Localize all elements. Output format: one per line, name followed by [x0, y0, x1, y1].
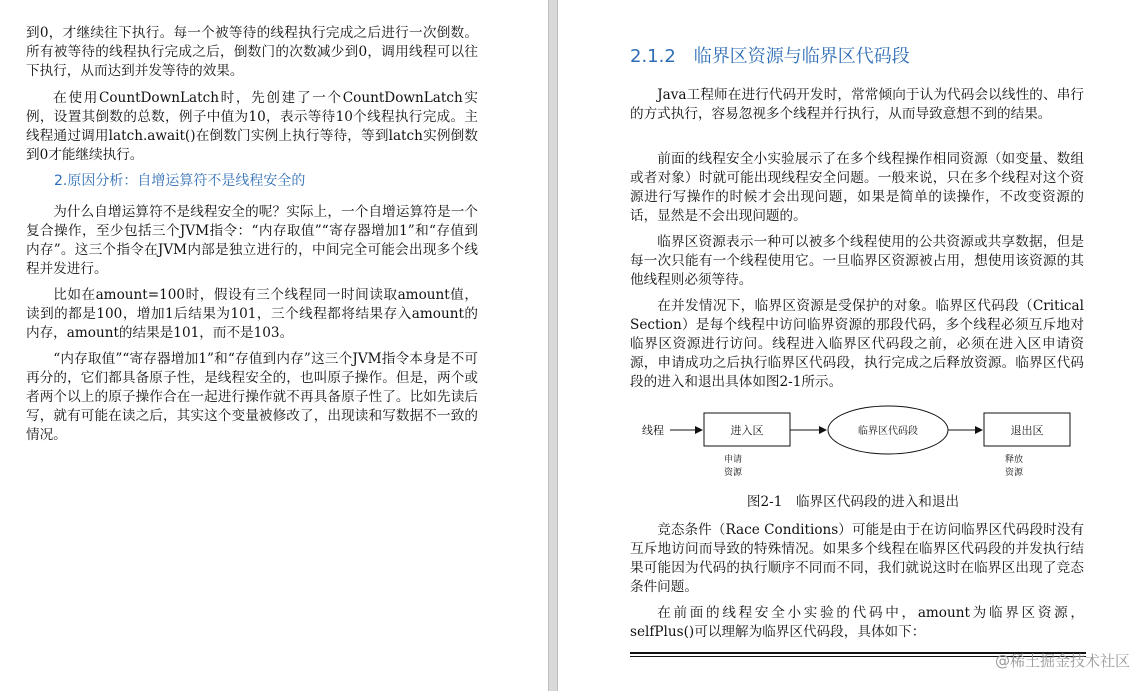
right-paragraph-4: 在并发情况下，临界区资源是受保护的对象。临界区代码段（Critical Section）是每个线程中访问临界资源的那段代码，多个线程必须互斥地对临界区资源进行访问。线程进入临界区代码段之前，必须在进入区申请资源，申请成功之后执行临界区代码段，执行完成之后释放资源。临界区代码段的进入和退出具体如图2-1所示。: [630, 298, 1084, 390]
diagram-release-line1: 释放: [1004, 455, 1024, 465]
right-paragraph-2: 前面的线程安全小实验展示了在多个线程操作相同资源（如变量、数组或者对象）时就可能出现线程安全问题。一般来说，只在多个线程对这个资源进行写操作的时候才会出现问题，如果是简单的读操作，不改变资源的话，显然是不会出现问题的。: [630, 151, 1084, 224]
diagram-exit-label: 退出区: [1010, 424, 1044, 437]
right-paragraph-1: Java工程师在进行代码开发时，常常倾向于认为代码会以线性的、串行的方式执行，容易忽视多个线程并行执行，从而导致意想不到的结果。: [630, 87, 1084, 122]
right-paragraph-5: 竞态条件（Race Conditions）可能是由于在访问临界区代码段时没有互斥地访问而导致的特殊情况。如果多个线程在临界区代码段的并发执行结果可能因为代码的执行顺序不同而不同，我们就说这时在临界区出现了竞态条件问题。: [630, 522, 1084, 595]
diagram-critical-label: 临界区代码段: [858, 426, 918, 437]
left-paragraph-2: 在使用CountDownLatch时，先创建了一个CountDownLatch实例，设置其倒数的总数，例子中值为10，表示等待10个线程执行完成。主线程通过调用latch.await()在倒数门实例上执行等待，等到latch实例倒数到0才能继续执行。: [26, 90, 478, 163]
left-subheading: 2.原因分析：自增运算符不是线程安全的: [54, 173, 306, 189]
left-page: [0, 0, 548, 691]
right-page: [558, 0, 1148, 691]
watermark: @稀土掘金技术社区: [994, 652, 1130, 670]
diagram-enter-label: 进入区: [730, 424, 764, 437]
left-paragraph-5: “内存取值”“寄存器增加1”和“存值到内存”这三个JVM指令本身是不可再分的，它们都具备原子性，是线程安全的，也叫原子操作。但是，两个或者两个以上的原子操作合在一起进行操作就不再具备原子性了。比如先读后写，就有可能在读之后，其实这个变量被修改了，出现读和写数据不一致的情况。: [26, 351, 478, 443]
diagram-apply-line2: 资源: [723, 468, 743, 478]
section-heading: 2.1.2 临界区资源与临界区代码段: [630, 46, 910, 67]
right-paragraph-3: 临界区资源表示一种可以被多个线程使用的公共资源或共享数据，但是每一次只能有一个线程使用它。一旦临界区资源被占用，想使用该资源的其他线程则必须等待。: [630, 234, 1084, 288]
critical-section-diagram: [636, 405, 1096, 490]
figure-caption: 图2-1 临界区代码段的进入和退出: [746, 494, 960, 510]
left-paragraph-4: 比如在amount=100时，假设有三个线程同一时间读取amount值，读到的都是100，增加1后结果为101，三个线程都将结果存入amount的内存，amount的结果是101，而不是103。: [26, 287, 478, 341]
right-paragraph-6: 在前面的线程安全小实验的代码中，amount为临界区资源，selfPlus()可以理解为临界区代码段，具体如下：: [630, 605, 1084, 640]
left-paragraph-3: 为什么自增运算符不是线程安全的呢？实际上，一个自增运算符是一个复合操作，至少包括三个JVM指令：“内存取值”“寄存器增加1”和“存值到内存”。这三个指令在JVM内部是独立进行的，中间完全可能会出现多个线程并发进行。: [26, 204, 478, 277]
diagram-thread-label: 线程: [642, 424, 664, 437]
diagram-release-line2: 资源: [1004, 468, 1024, 478]
left-paragraph-1: 到0，才继续往下执行。每一个被等待的线程执行完成之后进行一次倒数。所有被等待的线程执行完成之后，倒数门的次数减少到0，调用线程可以往下执行，从而达到并发等待的效果。: [26, 25, 478, 79]
page-gutter: [548, 0, 558, 691]
diagram-apply-line1: 申请: [723, 455, 743, 465]
